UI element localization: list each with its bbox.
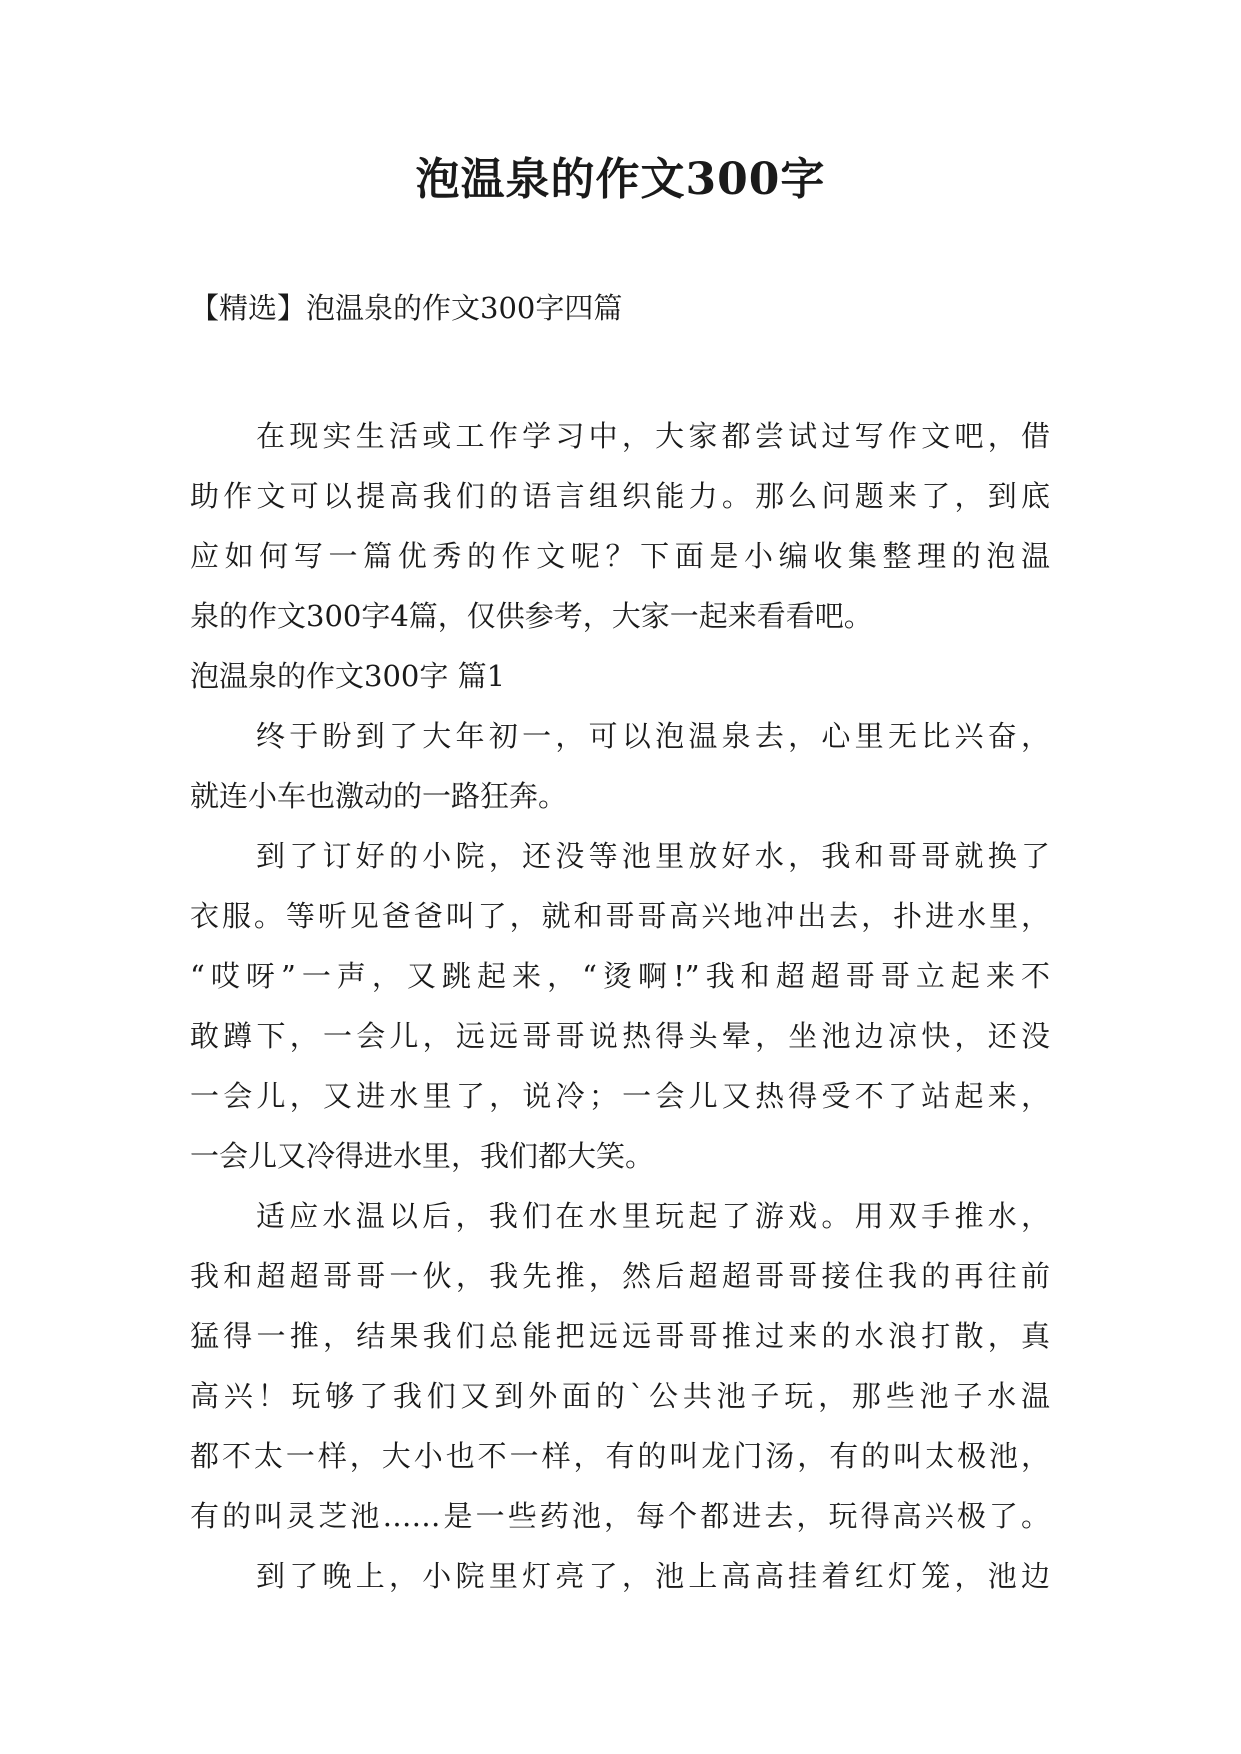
- text-line: 助作文可以提高我们的语言组织能力。那么问题来了，到底: [190, 479, 1050, 513]
- text-line: “哎呀”一声，又跳起来，“烫啊!”我和超超哥哥立起来不: [190, 959, 1050, 993]
- page-title: 泡温泉的作文300字: [415, 154, 826, 205]
- text-line: 一会儿又冷得进水里，我们都大笑。: [190, 1139, 655, 1173]
- text-line: 到了订好的小院，还没等池里放好水，我和哥哥就换了: [256, 839, 1050, 873]
- text-line: 到了晚上，小院里灯亮了，池上高高挂着红灯笼，池边: [256, 1559, 1050, 1593]
- page-subtitle: 【精选】泡温泉的作文300字四篇: [190, 291, 623, 325]
- section-heading: 泡温泉的作文300字 篇1: [190, 659, 506, 693]
- text-line: 在现实生活或工作学习中，大家都尝试过写作文吧，借: [256, 419, 1050, 453]
- text-line: 终于盼到了大年初一，可以泡温泉去，心里无比兴奋，: [256, 719, 1050, 753]
- text-line: 一会儿，又进水里了，说冷；一会儿又热得受不了站起来，: [190, 1079, 1050, 1113]
- text-line: 猛得一推，结果我们总能把远远哥哥推过来的水浪打散，真: [190, 1319, 1050, 1353]
- text-line: 我和超超哥哥一伙，我先推，然后超超哥哥接住我的再往前: [190, 1259, 1050, 1293]
- text-line: 都不太一样，大小也不一样，有的叫龙门汤，有的叫太极池，: [190, 1439, 1050, 1473]
- text-line: 有的叫灵芝池……是一些药池，每个都进去，玩得高兴极了。: [190, 1499, 1050, 1533]
- text-line: 高兴！玩够了我们又到外面的`公共池子玩，那些池子水温: [190, 1379, 1050, 1413]
- body-text: [190, 406, 1050, 1606]
- text-line: 适应水温以后，我们在水里玩起了游戏。用双手推水，: [256, 1199, 1050, 1233]
- text-line: 应如何写一篇优秀的作文呢？下面是小编收集整理的泡温: [190, 539, 1050, 573]
- text-line: 就连小车也激动的一路狂奔。: [190, 779, 568, 813]
- text-line: 泉的作文300字4篇，仅供参考，大家一起来看看吧。: [190, 599, 873, 633]
- text-line: 衣服。等听见爸爸叫了，就和哥哥高兴地冲出去，扑进水里，: [190, 899, 1050, 933]
- text-line: 敢蹲下，一会儿，远远哥哥说热得头晕，坐池边凉快，还没: [190, 1019, 1050, 1053]
